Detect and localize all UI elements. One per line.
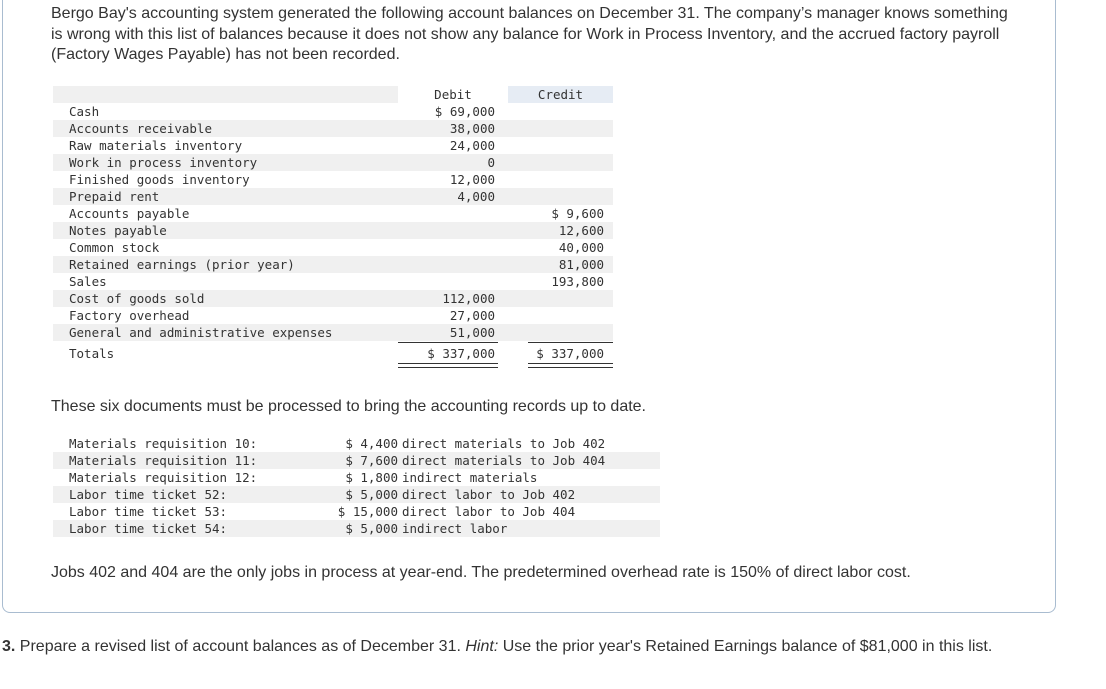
table-header: [53, 86, 613, 103]
debit-value: 24,000: [449, 138, 495, 153]
table-row: [53, 188, 613, 205]
documents-intro: These six documents must be processed to bring the accounting records up to date.: [51, 398, 646, 415]
totals-debit: $ 337,000: [427, 346, 495, 361]
table-row: [53, 171, 613, 188]
hint-text: Use the prior year's Retained Earnings balance of $81,000 in this list.: [502, 638, 993, 655]
document-amount: $ 1,800: [345, 470, 398, 485]
debit-header: Debit: [398, 86, 508, 103]
question-3: [2, 637, 1072, 658]
document-amount: $ 5,000: [345, 521, 398, 536]
problem-card: [2, 0, 1056, 613]
table-row: [53, 307, 613, 324]
question-number: 3.: [2, 638, 16, 655]
document-label: Labor time ticket 52:: [69, 487, 228, 502]
document-label: Labor time ticket 53:: [69, 504, 228, 519]
document-label: Materials requisition 11:: [69, 453, 258, 468]
table-row: [53, 154, 613, 171]
account-name: Common stock: [69, 240, 160, 255]
debit-value: 51,000: [449, 325, 495, 340]
credit-value: 193,800: [551, 274, 604, 289]
credit-header: Credit: [508, 86, 613, 103]
document-label: Materials requisition 12:: [69, 470, 258, 485]
credit-value: $ 9,600: [551, 206, 604, 221]
account-name: General and administrative expenses: [69, 325, 333, 340]
hint-label: Hint:: [465, 638, 499, 655]
question-text: Prepare a revised list of account balances as of December 31.: [19, 638, 461, 655]
table-row: [53, 103, 613, 120]
document-row: [53, 452, 660, 469]
account-name: Cash: [69, 104, 100, 119]
intro-text: Bergo Bay's accounting system generated the following account balances on December 31. The company’s manager knows something is wrong with this list of balances because it does not show any balance for Work in Process Inventory, and the accrued factory payroll (Factory Wages Payable) has not been recorded.: [51, 5, 1008, 63]
document-description: indirect labor: [402, 521, 508, 536]
table-row: [53, 273, 613, 290]
debit-value: 27,000: [449, 308, 495, 323]
document-description: indirect materials: [402, 470, 538, 485]
debit-value: 12,000: [449, 172, 495, 187]
jobs-note: Jobs 402 and 404 are the only jobs in process at year-end. The predetermined overhead rate is 150% of direct labor cost.: [51, 564, 911, 581]
account-balances-table: [53, 86, 613, 366]
documents-table: [53, 435, 660, 537]
credit-value: 81,000: [558, 257, 604, 272]
document-label: Materials requisition 10:: [69, 436, 258, 451]
table-row: [53, 290, 613, 307]
table-row: [53, 222, 613, 239]
totals-label: Totals: [69, 346, 115, 361]
account-name: Retained earnings (prior year): [69, 257, 295, 272]
debit-value: 4,000: [457, 189, 495, 204]
account-name: Notes payable: [69, 223, 167, 238]
table-row: [53, 120, 613, 137]
account-name: Cost of goods sold: [69, 291, 205, 306]
document-row: [53, 469, 660, 486]
document-amount: $ 7,600: [345, 453, 398, 468]
account-name: Work in process inventory: [69, 155, 258, 170]
table-row: [53, 324, 613, 341]
document-description: direct labor to Job 402: [402, 487, 576, 502]
document-description: direct materials to Job 402: [402, 436, 606, 451]
debit-value: $ 69,000: [434, 104, 495, 119]
account-name: Accounts payable: [69, 206, 190, 221]
account-name: Prepaid rent: [69, 189, 160, 204]
document-row: [53, 503, 660, 520]
debit-value: 0: [487, 155, 495, 170]
document-description: direct materials to Job 404: [402, 453, 606, 468]
table-row: [53, 239, 613, 256]
account-name: Raw materials inventory: [69, 138, 243, 153]
document-description: direct labor to Job 404: [402, 504, 576, 519]
document-amount: $ 4,400: [345, 436, 398, 451]
document-row: [53, 435, 660, 452]
document-amount: $ 15,000: [337, 504, 398, 519]
account-name: Finished goods inventory: [69, 172, 250, 187]
totals-row: [53, 342, 613, 366]
account-name: Factory overhead: [69, 308, 190, 323]
document-label: Labor time ticket 54:: [69, 521, 228, 536]
account-name: Sales: [69, 274, 107, 289]
credit-value: 12,600: [558, 223, 604, 238]
table-row: [53, 256, 613, 273]
credit-value: 40,000: [558, 240, 604, 255]
document-row: [53, 486, 660, 503]
totals-credit: $ 337,000: [536, 346, 604, 361]
document-row: [53, 520, 660, 537]
table-row: [53, 137, 613, 154]
table-row: [53, 205, 613, 222]
debit-value: 38,000: [449, 121, 495, 136]
debit-value: 112,000: [442, 291, 495, 306]
document-amount: $ 5,000: [345, 487, 398, 502]
account-name: Accounts receivable: [69, 121, 212, 136]
